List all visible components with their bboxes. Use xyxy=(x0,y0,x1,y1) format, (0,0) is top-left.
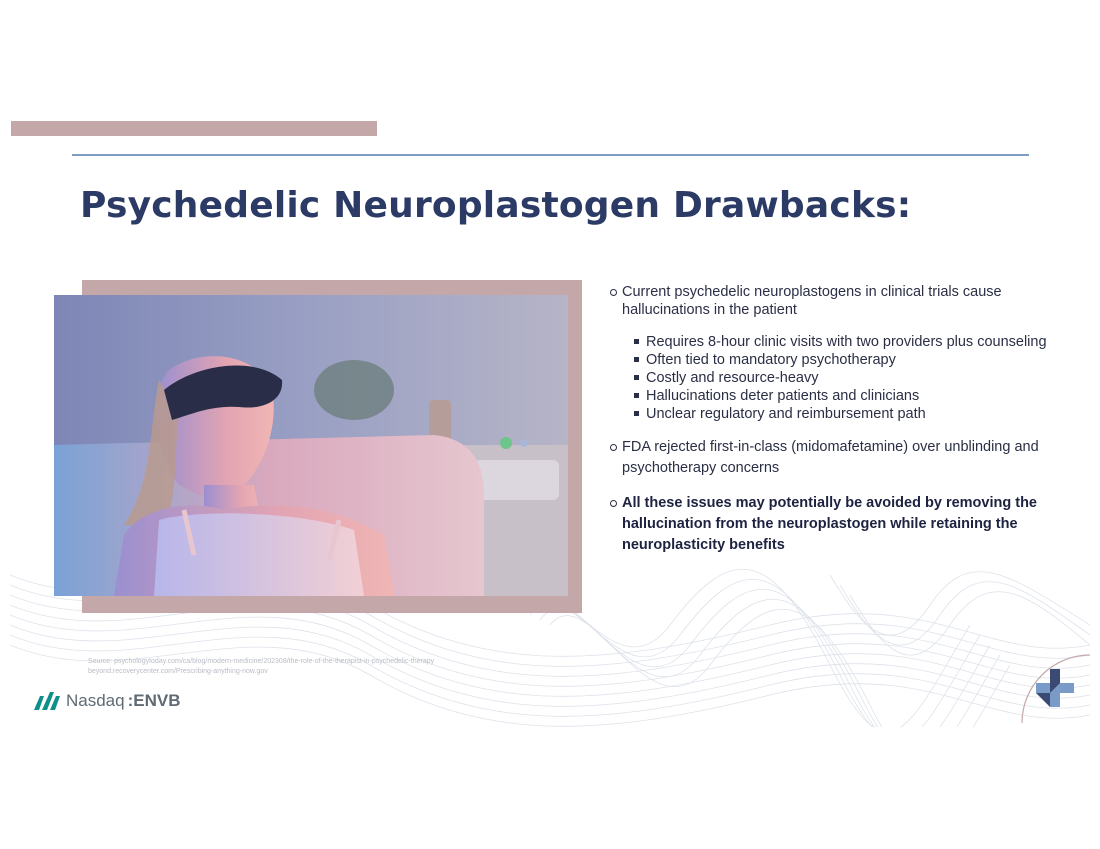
bullet-marker xyxy=(610,444,617,451)
slide xyxy=(10,105,1090,727)
sub-bullet-deter xyxy=(634,387,1060,405)
nasdaq-logo xyxy=(32,686,181,716)
sub-bullet-list xyxy=(610,333,1060,423)
sub-bullet-marker xyxy=(634,339,639,344)
accent-bar xyxy=(11,121,377,136)
bullet-text: All these issues may potentially be avoided by removing the hallucination from the neuroplastogen while retaining the neuroplasticity benefits xyxy=(622,495,1037,553)
source-line-1: Source: psychologytoday.com/ca/blog/modern-medicine/202308/the-role-of-the-therapist-in-psychedelic-therapy xyxy=(88,658,435,665)
sub-bullet-regulatory xyxy=(634,405,1060,423)
sub-bullet-text: Requires 8-hour clinic visits with two providers plus counseling xyxy=(646,334,1047,350)
sub-bullet-costly xyxy=(634,369,1060,387)
sub-bullet-text: Unclear regulatory and reimbursement path xyxy=(646,406,926,422)
header-rule xyxy=(72,154,1029,156)
sub-bullet-text: Often tied to mandatory psychotherapy xyxy=(646,352,896,368)
bullet-text: Current psychedelic neuroplastogens in clinical trials cause hallucinations in the patient xyxy=(622,284,1002,318)
bullet-hallucinations xyxy=(610,283,1060,319)
slide-title: Psychedelic Neuroplastogen Drawbacks: xyxy=(80,185,912,226)
sub-bullet-text: Hallucinations deter patients and clinicians xyxy=(646,388,920,404)
nasdaq-brand: Nasdaq xyxy=(66,691,125,710)
nasdaq-separator: : xyxy=(127,691,134,710)
bullet-text: FDA rejected first-in-class (midomafetamine) over unblinding and psychotherapy concerns xyxy=(622,439,1039,476)
sub-bullet-clinic-visits xyxy=(634,333,1060,351)
nasdaq-label xyxy=(66,691,181,711)
patient-photo xyxy=(54,295,568,596)
company-cross-logo xyxy=(1018,653,1090,725)
bullet-marker xyxy=(610,500,617,507)
source-citation xyxy=(88,657,548,677)
ticker-symbol: ENVB xyxy=(133,691,181,710)
sub-bullet-text: Costly and resource-heavy xyxy=(646,370,819,386)
source-line-2: beyond.recoverycenter.com/Prescribing-anything-now.gov xyxy=(88,668,268,675)
nasdaq-mark-icon xyxy=(32,688,62,714)
bullet-fda xyxy=(610,437,1060,479)
bullet-conclusion xyxy=(610,493,1060,556)
sub-bullet-psychotherapy xyxy=(634,351,1060,369)
sub-bullet-marker xyxy=(634,357,639,362)
sub-bullet-marker xyxy=(634,393,639,398)
sub-bullet-marker xyxy=(634,375,639,380)
bullet-marker xyxy=(610,289,617,296)
sleep-mask-photo xyxy=(54,295,568,596)
sub-bullet-marker xyxy=(634,411,639,416)
bullet-list xyxy=(610,283,1060,570)
